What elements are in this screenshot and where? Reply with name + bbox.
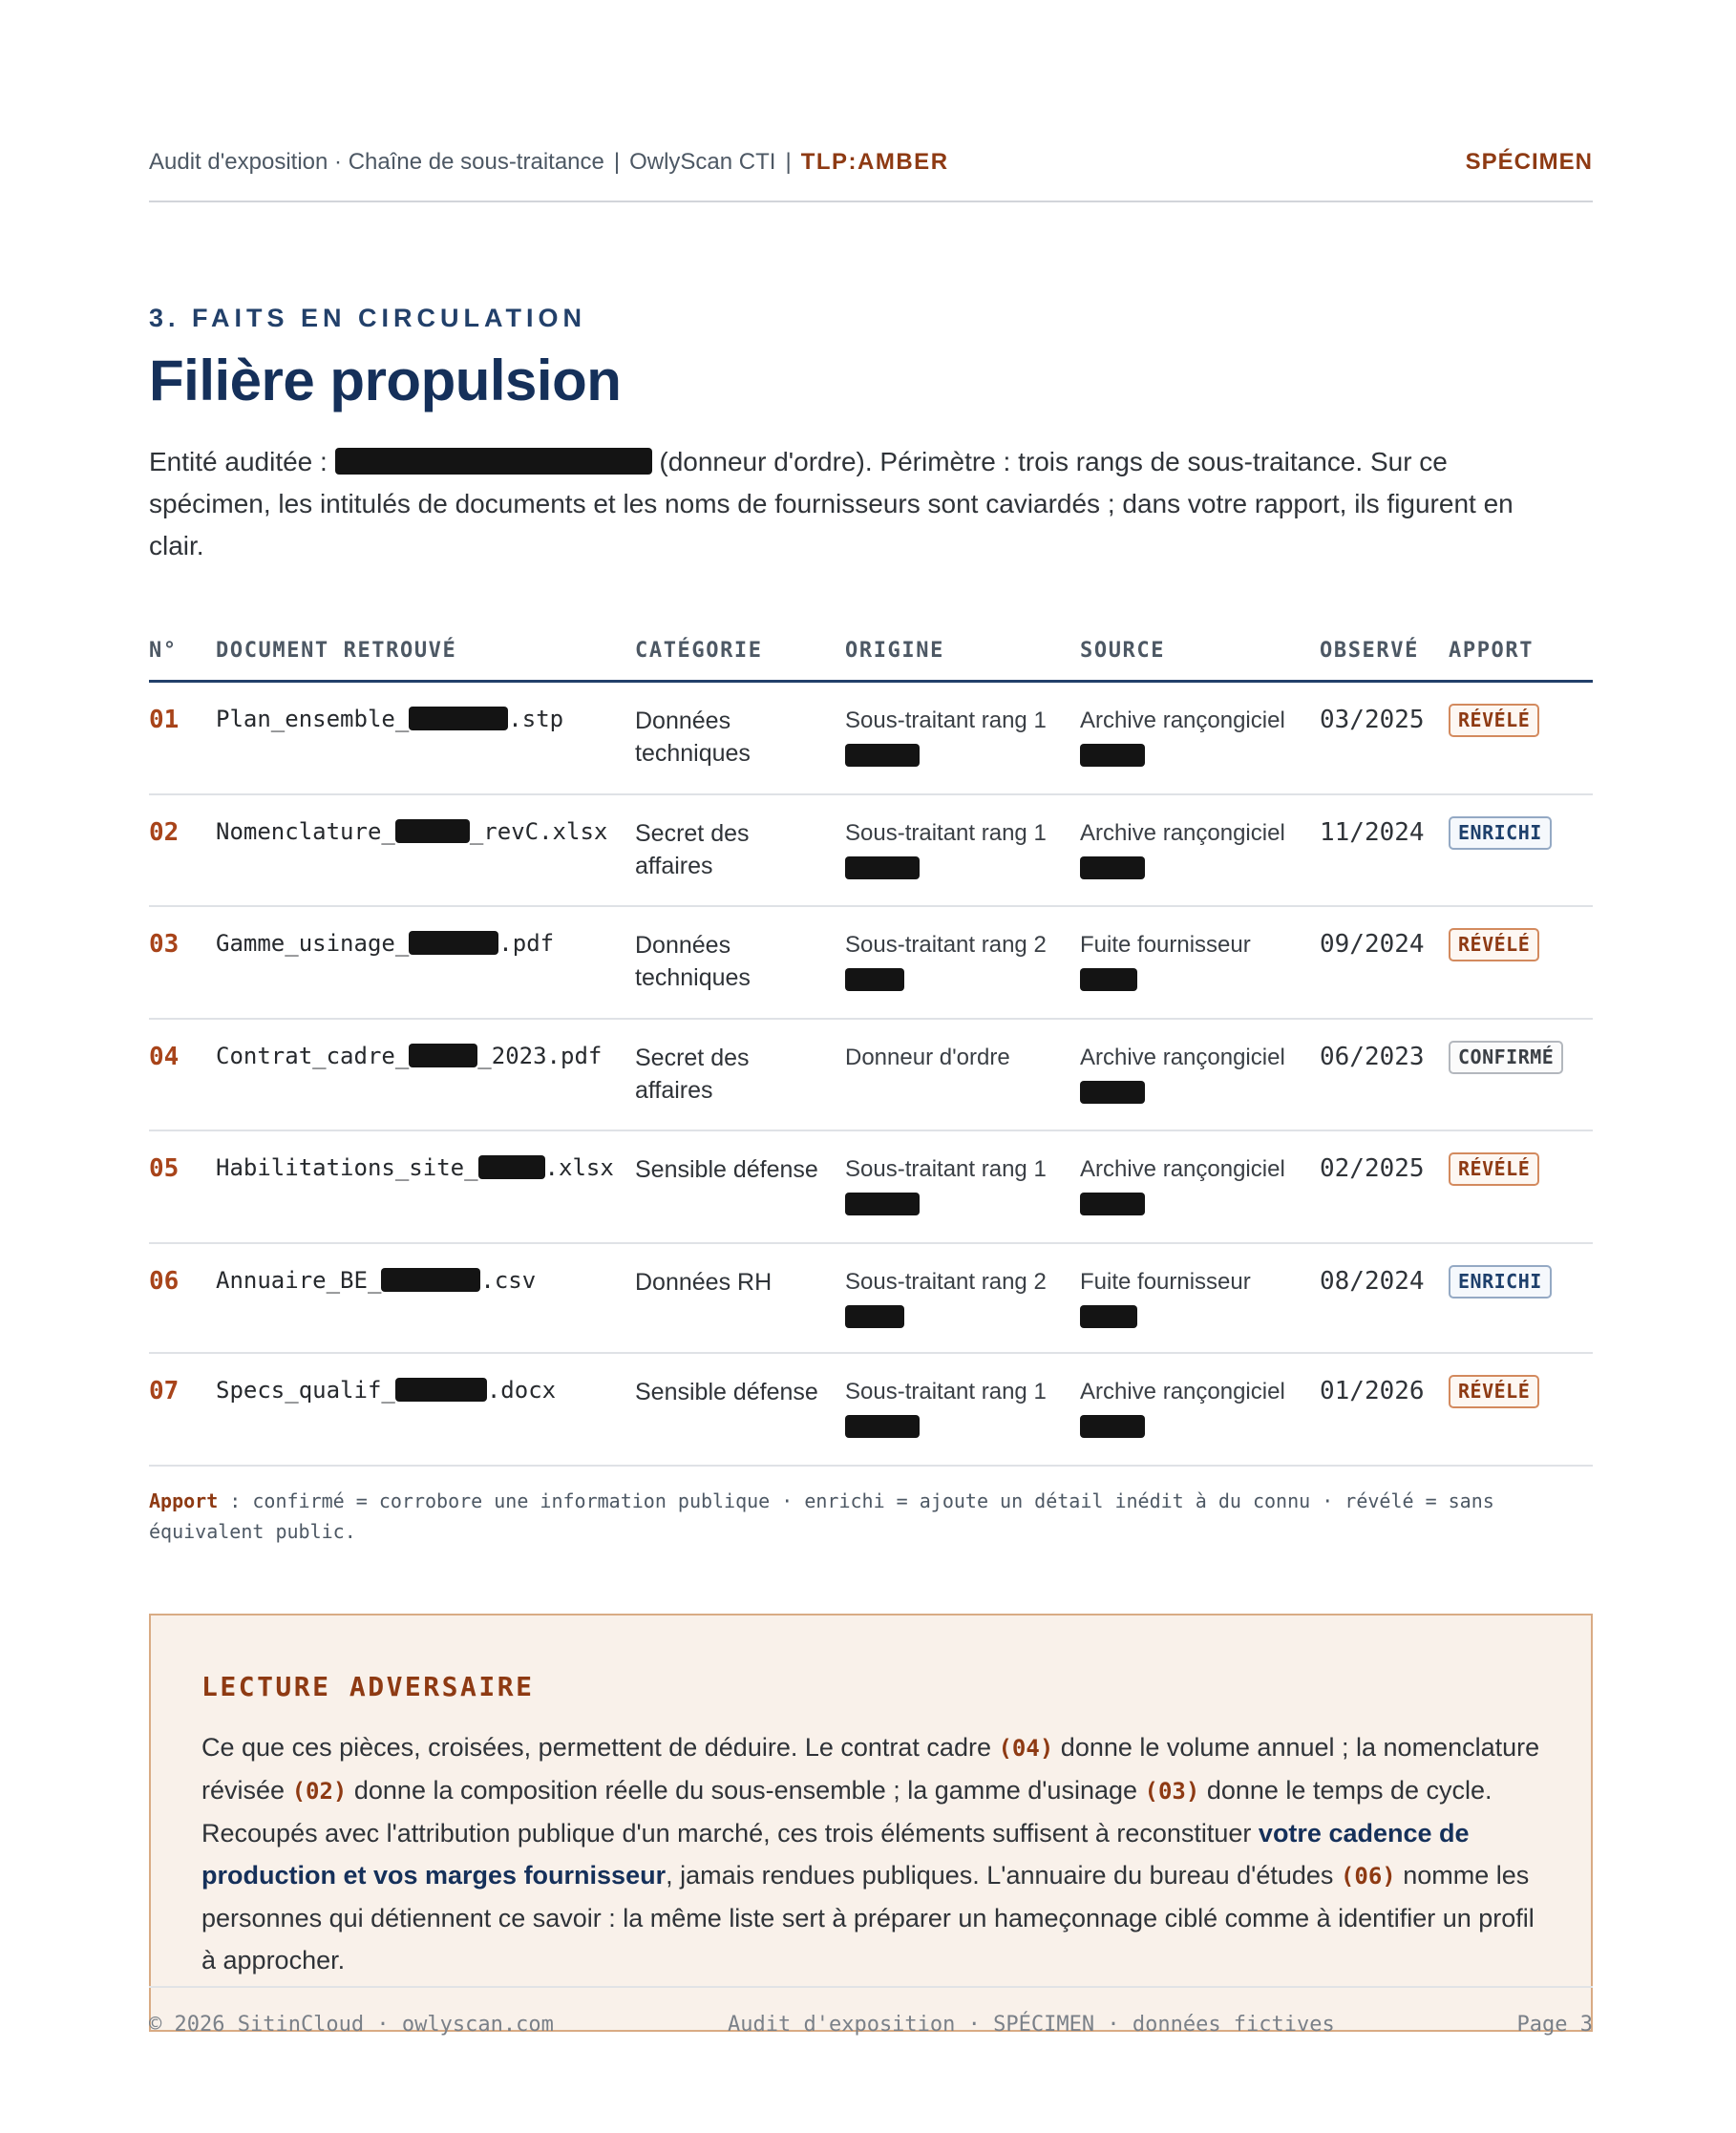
header-obs: OBSERVÉ xyxy=(1320,639,1419,663)
redacted-segment xyxy=(409,707,508,730)
table-row xyxy=(149,1354,1593,1467)
category: Données techniques xyxy=(635,932,751,991)
origin: Sous-traitant rang 1 xyxy=(845,705,1047,767)
origin: Sous-traitant rang 2 xyxy=(845,929,1047,991)
page-title: Filière propulsion xyxy=(149,348,622,412)
redacted-supplier xyxy=(845,1415,920,1438)
header-separator: | xyxy=(785,149,792,175)
redacted-segment xyxy=(409,931,498,955)
redacted-supplier xyxy=(845,744,920,767)
row-number: 05 xyxy=(149,1154,180,1183)
intro-paragraph xyxy=(149,441,1543,567)
findings-table xyxy=(149,630,1593,1467)
observed-date: 02/2025 xyxy=(1320,1154,1425,1183)
observed-date: 11/2024 xyxy=(1320,818,1425,847)
row-number: 04 xyxy=(149,1043,180,1071)
origin: Sous-traitant rang 1 xyxy=(845,1153,1047,1215)
header-num: N° xyxy=(149,639,178,663)
legend-text: : confirmé = corrobore une information publique · enrichi = ajoute un détail inédit à du connu · révélé = sans équivalent public. xyxy=(149,1489,1494,1543)
table-row xyxy=(149,1020,1593,1131)
redacted-source xyxy=(1080,1081,1145,1104)
document-name: Contrat_cadre_ _2023.pdf xyxy=(216,1043,603,1069)
origin: Donneur d'ordre xyxy=(845,1045,1010,1070)
document-name: Annuaire_BE_ .csv xyxy=(216,1267,537,1294)
header-org: OwlyScan CTI xyxy=(629,149,776,175)
source: Archive rançongiciel xyxy=(1080,817,1285,879)
source: Fuite fournisseur xyxy=(1080,929,1251,991)
redacted-source xyxy=(1080,1415,1145,1438)
table-row xyxy=(149,907,1593,1020)
document-name: Plan_ensemble_ .stp xyxy=(216,706,564,732)
apport-legend xyxy=(149,1486,1593,1547)
table-row xyxy=(149,1244,1593,1354)
doc-reference: (02) xyxy=(291,1778,348,1805)
redacted-source xyxy=(1080,856,1145,879)
origin: Sous-traitant rang 2 xyxy=(845,1266,1047,1328)
adversary-reading-box xyxy=(149,1614,1593,2032)
redacted-source xyxy=(1080,1305,1137,1328)
row-number: 06 xyxy=(149,1267,180,1296)
doc-reference: (04) xyxy=(998,1735,1054,1762)
specimen-label: SPÉCIMEN xyxy=(1465,149,1593,175)
observed-date: 06/2023 xyxy=(1320,1043,1425,1071)
source: Fuite fournisseur xyxy=(1080,1266,1251,1328)
page-number: Page 3 xyxy=(1516,2013,1593,2037)
source: Archive rançongiciel xyxy=(1080,1153,1285,1215)
redacted-supplier xyxy=(845,1193,920,1215)
redacted-segment xyxy=(478,1155,545,1179)
redacted-segment xyxy=(395,819,470,843)
apport-badge: RÉVÉLÉ xyxy=(1449,1152,1539,1186)
row-number: 03 xyxy=(149,930,180,959)
redacted-segment xyxy=(395,1378,487,1402)
category: Données RH xyxy=(635,1269,773,1296)
intro-prefix: Entité auditée : xyxy=(149,447,328,476)
category: Secret des affaires xyxy=(635,820,750,879)
redacted-entity xyxy=(335,448,652,475)
footer-copyright: © 2026 SitinCloud · owlyscan.com xyxy=(149,2013,554,2037)
page-footer xyxy=(149,1986,1593,2041)
table-row xyxy=(149,795,1593,907)
apport-badge: ENRICHI xyxy=(1449,1265,1552,1299)
origin: Sous-traitant rang 1 xyxy=(845,817,1047,879)
apport-badge: RÉVÉLÉ xyxy=(1449,928,1539,961)
header-separator: | xyxy=(613,149,621,175)
tlp-label: TLP:AMBER xyxy=(800,149,949,175)
redacted-supplier xyxy=(845,856,920,879)
redacted-segment xyxy=(381,1268,480,1292)
header-left xyxy=(149,149,949,176)
doc-reference: (06) xyxy=(1340,1863,1396,1890)
row-number: 01 xyxy=(149,706,180,734)
box-title: LECTURE ADVERSAIRE xyxy=(201,1671,535,1702)
source: Archive rançongiciel xyxy=(1080,1376,1285,1438)
redacted-source xyxy=(1080,1193,1145,1215)
header-src: SOURCE xyxy=(1080,639,1166,663)
document-name: Specs_qualif_ .docx xyxy=(216,1377,557,1404)
redacted-segment xyxy=(409,1044,477,1067)
apport-badge: RÉVÉLÉ xyxy=(1449,704,1539,737)
origin: Sous-traitant rang 1 xyxy=(845,1376,1047,1438)
apport-badge: ENRICHI xyxy=(1449,816,1552,850)
document-name: Nomenclature_ _revC.xlsx xyxy=(216,818,608,845)
header-ori: ORIGINE xyxy=(845,639,944,663)
header-title: Audit d'exposition · Chaîne de sous-traitance xyxy=(149,149,604,175)
redacted-source xyxy=(1080,968,1137,991)
observed-date: 03/2025 xyxy=(1320,706,1425,734)
table-row xyxy=(149,1131,1593,1244)
apport-badge: CONFIRMÉ xyxy=(1449,1041,1563,1074)
highlight-text: votre cadence de production et vos marges fournisseur xyxy=(201,1819,1470,1890)
category: Sensible défense xyxy=(635,1156,818,1183)
redacted-source xyxy=(1080,744,1145,767)
intro-text: (donneur d'ordre). Périmètre : trois rangs de sous-traitance. Sur ce spécimen, les intitulés de documents et les noms de fournisseurs sont caviardés ; dans votre rapport, ils figurent en clair. xyxy=(149,447,1514,560)
document-name: Gamme_usinage_ .pdf xyxy=(216,930,555,957)
redacted-supplier xyxy=(845,968,904,991)
source: Archive rançongiciel xyxy=(1080,1042,1285,1104)
box-body: Ce que ces pièces, croisées, permettent de déduire. Le contrat cadre (04) donne le volume annuel ; la nomenclature révisée (02) donne la composition réelle du sous-ensemble ; la gamme d'usinage (03) donne le temps de cycle. Recoupés avec l'attribution publique d'un marché, ces trois éléments suffisent à reconstituer votre cadence de production et vos marges fournisseur, jamais rendues publiques. L'annuaire du bureau d'études (06) nomme les personnes qui détiennent ce savoir : la même liste sert à préparer un hameçonnage ciblé comme à identifier un profil à approcher. xyxy=(201,1733,1540,1975)
page-header xyxy=(149,147,1593,202)
document-name: Habilitations_site_ .xlsx xyxy=(216,1154,614,1181)
table-row xyxy=(149,683,1593,795)
row-number: 07 xyxy=(149,1377,180,1405)
category: Données techniques xyxy=(635,707,751,767)
observed-date: 01/2026 xyxy=(1320,1377,1425,1405)
header-cat: CATÉGORIE xyxy=(635,639,763,663)
footer-title: Audit d'exposition · SPÉCIMEN · données fictives xyxy=(728,2013,1335,2037)
category: Secret des affaires xyxy=(635,1045,750,1104)
redacted-supplier xyxy=(845,1305,904,1328)
observed-date: 08/2024 xyxy=(1320,1267,1425,1296)
observed-date: 09/2024 xyxy=(1320,930,1425,959)
table-header xyxy=(149,630,1593,683)
source: Archive rançongiciel xyxy=(1080,705,1285,767)
row-number: 02 xyxy=(149,818,180,847)
category: Sensible défense xyxy=(635,1379,818,1405)
header-doc: DOCUMENT RETROUVÉ xyxy=(216,639,457,663)
doc-reference: (03) xyxy=(1144,1778,1200,1805)
legend-label: Apport xyxy=(149,1489,219,1512)
header-app: APPORT xyxy=(1449,639,1535,663)
section-eyebrow: 3. FAITS EN CIRCULATION xyxy=(149,304,587,332)
apport-badge: RÉVÉLÉ xyxy=(1449,1375,1539,1408)
